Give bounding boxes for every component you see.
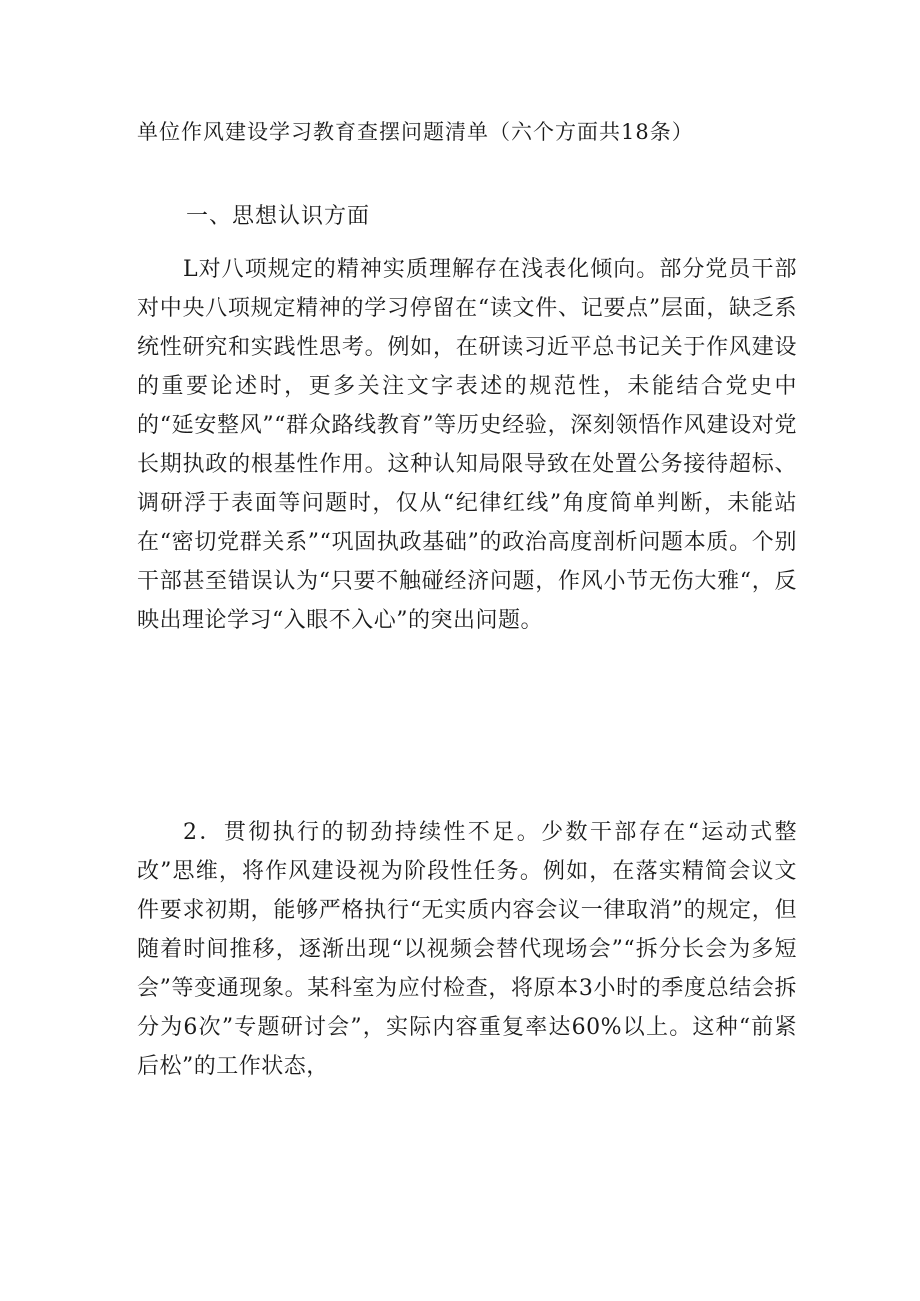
section-heading: 一、思想认识方面 bbox=[186, 204, 371, 229]
document-title: 单位作风建设学习教育查摆问题清单（六个方面共18条） bbox=[137, 120, 694, 144]
paragraph-2: 2．贯彻执行的韧劲持续性不足。少数干部存在“运动式整改”思维，将作风建设视为阶段性任务。例如，在落实精简会议文件要求初期，能够严格执行“无实质内容会议一律取消”的规定，但随着时间推移，逐渐出现“以视频会替代现场会”“拆分长会为多短会”等变通现象。某科室为应付检查，将原本3小时的季度总结会拆分为6次”专题研讨会”，实际内容重复率达60%以上。这种“前紧后松”的工作状态， bbox=[137, 820, 797, 1079]
paragraph-1: L对八项规定的精神实质理解存在浅表化倾向。部分党员干部对中央八项规定精神的学习停留在“读文件、记要点”层面，缺乏系统性研究和实践性思考。例如，在研读习近平总书记关于作风建设的重要论述时，更多关注文字表述的规范性，未能结合党史中的“延安整风”“群众路线教育”等历史经验，深刻领悟作风建设对党长期执政的根基性作用。这种认知局限导致在处置公务接待超标、调研浮于表面等问题时，仅从“纪律红线”角度简单判断，未能站在“密切党群关系”“巩固执政基础”的政治高度剖析问题本质。个别干部甚至错误认为“只要不触碰经济问题，作风小节无伤大雅“，反映出理论学习“入眼不入心”的突出问题。 bbox=[137, 257, 797, 633]
